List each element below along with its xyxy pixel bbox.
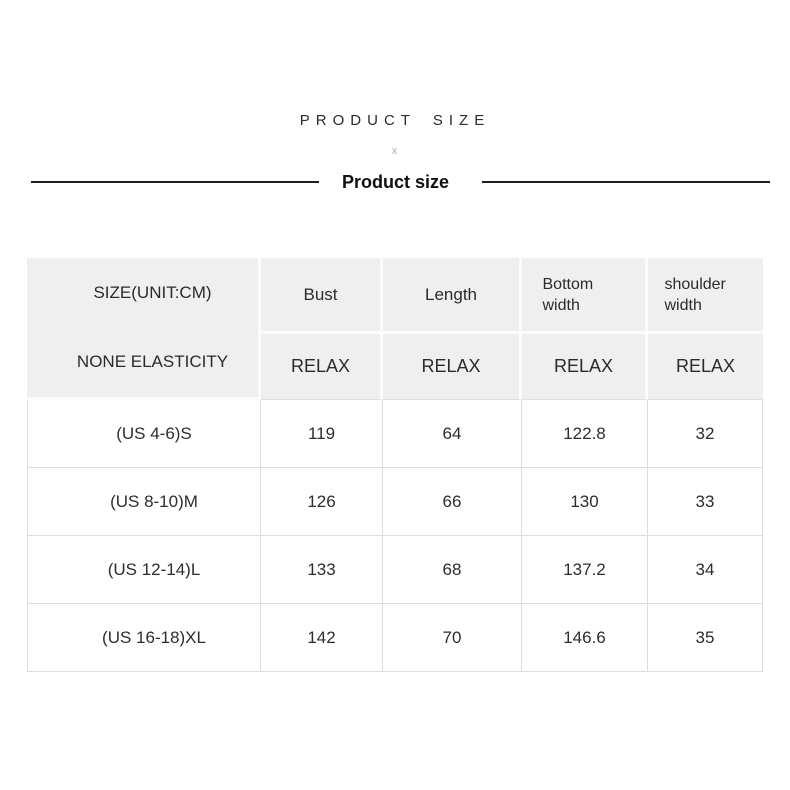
- relax-cell-bust: RELAX: [261, 334, 383, 400]
- size-unit-label: SIZE(UNIT:CM): [93, 282, 212, 302]
- size-table: [27, 258, 763, 672]
- col-header-shoulder-width: shoulder width: [648, 258, 763, 334]
- table-row-xl: [27, 604, 763, 672]
- bust-value: 133: [261, 536, 383, 604]
- elasticity-label: NONE ELASTICITY: [76, 352, 229, 372]
- bottom-width-value: 130: [522, 468, 648, 536]
- subtitle-rule-right: [482, 181, 770, 183]
- length-value: 70: [383, 604, 522, 672]
- size-label: (US 8-10)M: [27, 468, 261, 536]
- relax-cell-length: RELAX: [383, 334, 522, 400]
- table-row-s: [27, 400, 763, 468]
- bust-value: 142: [261, 604, 383, 672]
- size-label: (US 16-18)XL: [27, 604, 261, 672]
- bust-value: 119: [261, 400, 383, 468]
- length-value: 64: [383, 400, 522, 468]
- table-row-l: [27, 536, 763, 604]
- table-header-row: [27, 258, 763, 334]
- shoulder-width-value: 35: [648, 604, 763, 672]
- x-divider-mark: x: [391, 145, 399, 157]
- subtitle-rule-left: [31, 181, 319, 183]
- shoulder-width-value: 34: [648, 536, 763, 604]
- col-header-bust: Bust: [261, 258, 383, 334]
- size-unit-header-cell: [27, 258, 261, 400]
- bottom-width-value: 137.2: [522, 536, 648, 604]
- table-row-m: [27, 468, 763, 536]
- size-label: (US 12-14)L: [27, 536, 261, 604]
- shoulder-width-value: 32: [648, 400, 763, 468]
- subtitle-row: [31, 170, 770, 194]
- size-label: (US 4-6)S: [27, 400, 261, 468]
- relax-cell-shoulder-width: RELAX: [648, 334, 763, 400]
- col-header-length: Length: [383, 258, 522, 334]
- bust-value: 126: [261, 468, 383, 536]
- col-header-bottom-width: Bottom width: [522, 258, 648, 334]
- length-value: 66: [383, 468, 522, 536]
- page-title: PRODUCT SIZE: [299, 112, 491, 129]
- shoulder-width-value: 33: [648, 468, 763, 536]
- size-unit-wrap: [27, 258, 258, 397]
- bottom-width-value: 122.8: [522, 400, 648, 468]
- relax-cell-bottom-width: RELAX: [522, 334, 648, 400]
- bottom-width-value: 146.6: [522, 604, 648, 672]
- subtitle: Product size: [341, 171, 450, 192]
- length-value: 68: [383, 536, 522, 604]
